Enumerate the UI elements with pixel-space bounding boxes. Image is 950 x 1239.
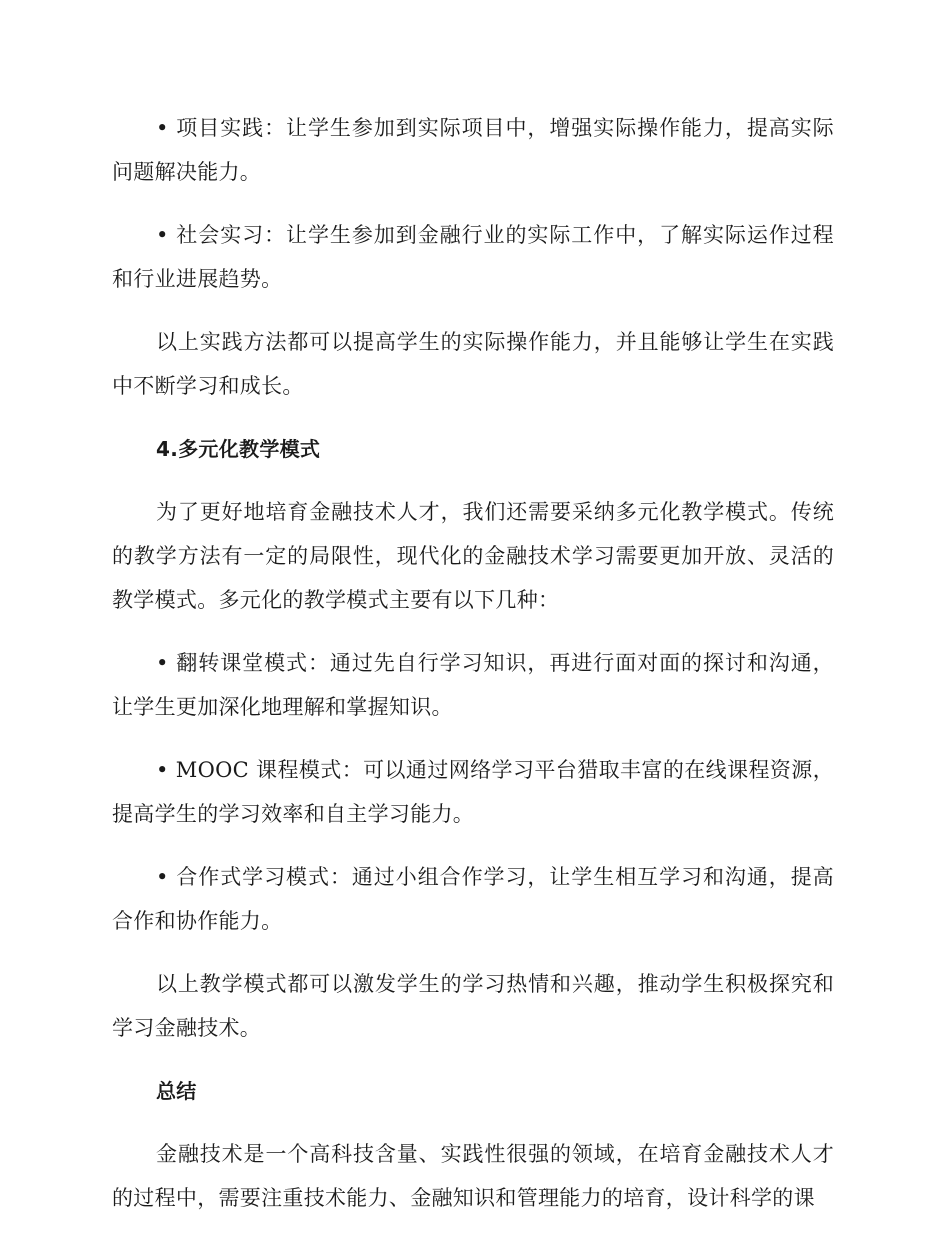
practice-summary-paragraph: 以上实践方法都可以提高学生的实际操作能力，并且能够让学生在实践中不断学习和成长。 bbox=[112, 330, 834, 398]
teaching-modes-intro-paragraph: 为了更好地培育金融技术人才，我们还需要采纳多元化教学模式。传统的教学方法有一定的局限性，现代化的金融技术学习需要更加开放、灵活的教学模式。多元化的教学模式主要有以下几种： bbox=[112, 500, 834, 612]
section-heading-summary: 总结 bbox=[156, 1079, 197, 1103]
section-heading-teaching-modes: 4.多元化教学模式 bbox=[156, 437, 321, 461]
bullet-social-internship: • 社会实习：让学生参加到金融行业的实际工作中，了解实际运作过程和行业进展趋势。 bbox=[112, 223, 834, 291]
bullet-mooc: • MOOC 课程模式：可以通过网络学习平台猎取丰富的在线课程资源，提高学生的学习效率和自主学习能力。 bbox=[112, 758, 834, 826]
bullet-cooperative-learning: • 合作式学习模式：通过小组合作学习，让学生相互学习和沟通，提高合作和协作能力。 bbox=[112, 865, 834, 933]
summary-paragraph: 金融技术是一个高科技含量、实践性很强的领域，在培育金融技术人才的过程中，需要注重技术能力、金融知识和管理能力的培育，设计科学的课 bbox=[112, 1142, 834, 1210]
document-body bbox=[112, 106, 834, 1239]
bullet-project-practice: • 项目实践：让学生参加到实际项目中，增强实际操作能力，提高实际问题解决能力。 bbox=[112, 116, 834, 184]
bullet-flipped-classroom: • 翻转课堂模式：通过先自行学习知识，再进行面对面的探讨和沟通，让学生更加深化地理解和掌握知识。 bbox=[112, 651, 834, 719]
teaching-modes-summary-paragraph: 以上教学模式都可以激发学生的学习热情和兴趣，推动学生积极探究和学习金融技术。 bbox=[112, 972, 834, 1040]
